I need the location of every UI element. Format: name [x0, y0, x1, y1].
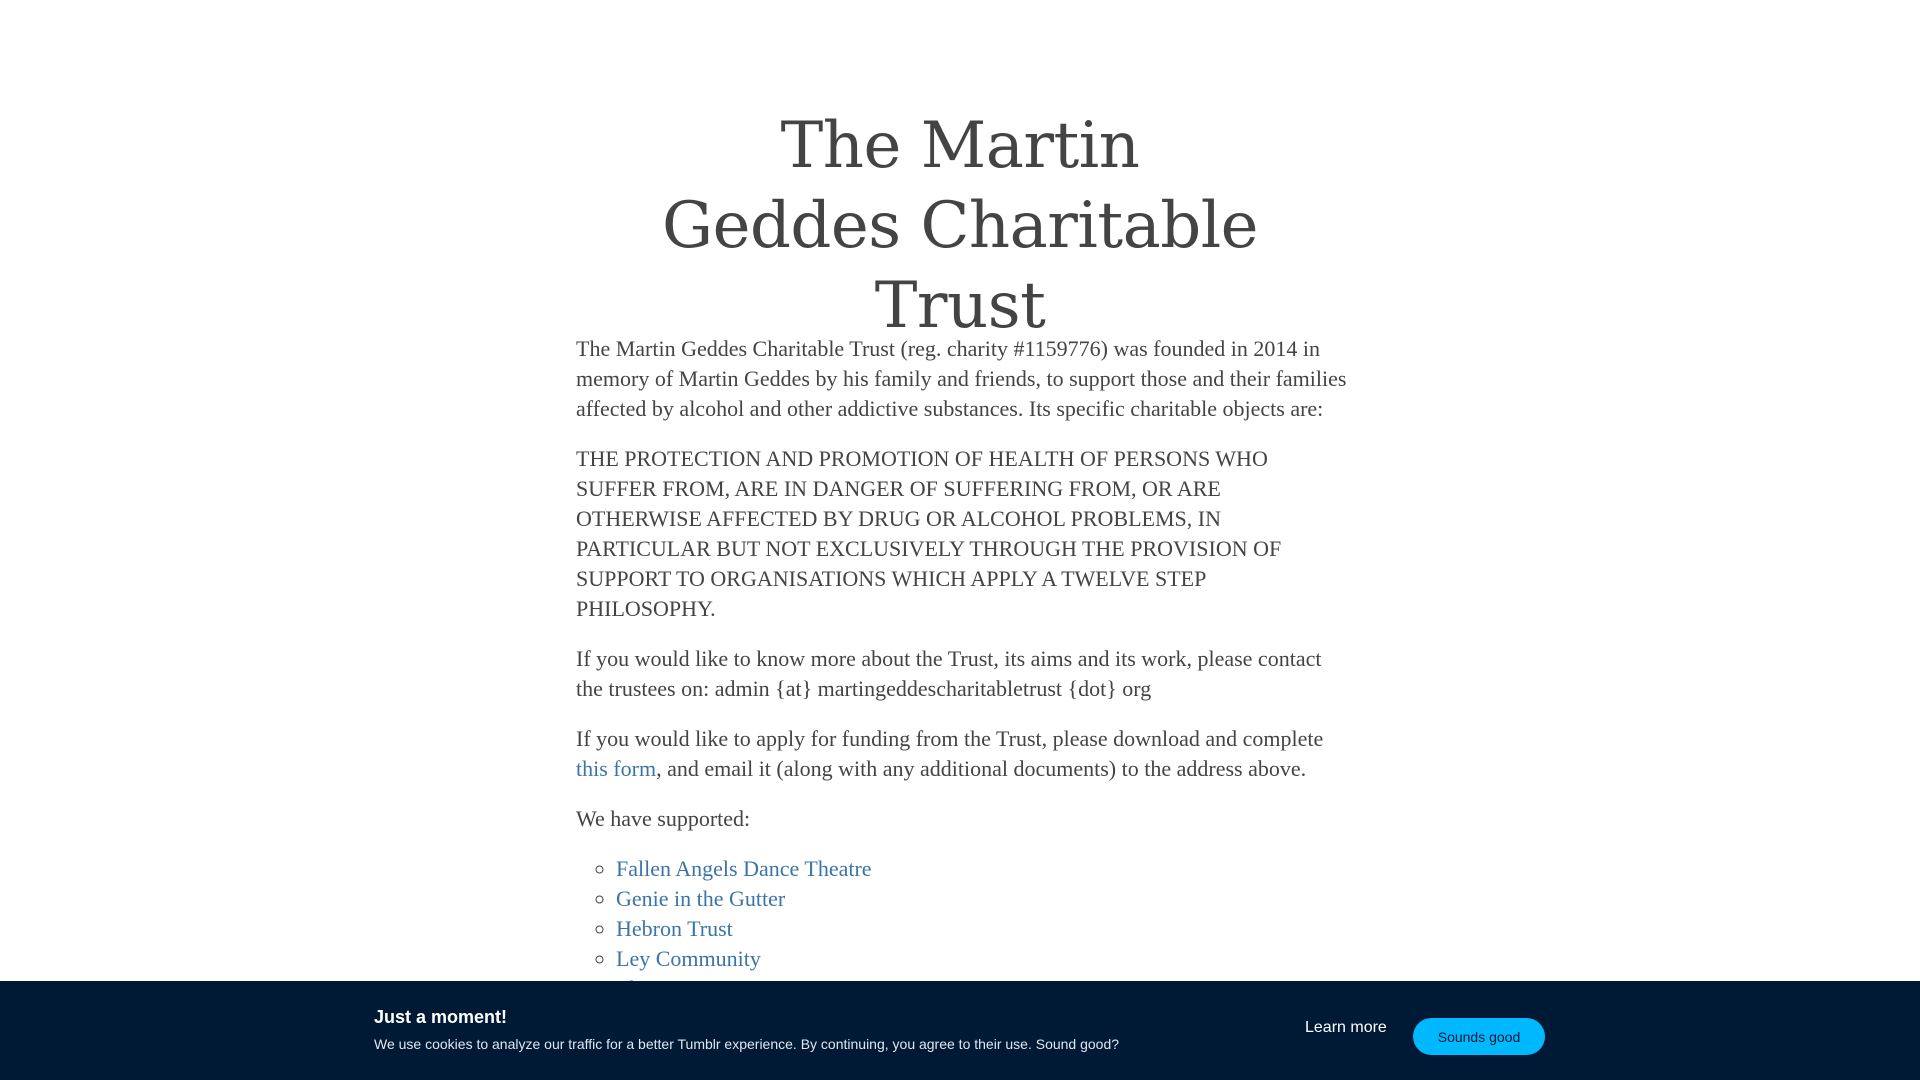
sounds-good-button[interactable]: Sounds good — [1413, 1018, 1545, 1055]
intro-paragraph: The Martin Geddes Charitable Trust (reg. charity #1159776) was founded in 2014 in memory of Martin Geddes by his family and friends, to support those and their families affected by alcohol and other addictive substances. Its specific charitable objects are: — [576, 336, 1347, 421]
supported-link-fallen-angels[interactable]: Fallen Angels Dance Theatre — [616, 856, 872, 881]
funding-text-after: , and email it (along with any additional documents) to the address above. — [656, 756, 1307, 781]
list-item — [616, 854, 1348, 884]
supported-link-ley-community[interactable]: Ley Community — [616, 946, 761, 971]
funding-paragraph — [576, 724, 1348, 784]
funding-text-before: If you would like to apply for funding from the Trust, please download and complete — [576, 726, 1324, 751]
supported-link-hebron-trust[interactable]: Hebron Trust — [616, 916, 733, 941]
supported-heading: We have supported: — [576, 806, 751, 831]
cookie-banner-text: We use cookies to analyze our traffic for a better Tumblr experience. By continuing, you agree to their use. Sound good? — [374, 1036, 1120, 1052]
list-item — [616, 914, 1348, 944]
charitable-objects-paragraph: THE PROTECTION AND PROMOTION OF HEALTH OF PERSONS WHO SUFFER FROM, ARE IN DANGER OF SUFFERING FROM, OR ARE OTHERWISE AFFECTED BY DRUG OR ALCOHOL PROBLEMS, IN PARTICULAR BUT NOT EXCLUSIVELY THROUGH THE PROVISION OF SUPPORT TO ORGANISATIONS WHICH APPLY A TWELVE STEP PHILOSOPHY. — [576, 446, 1282, 621]
list-item — [616, 884, 1348, 914]
cookie-banner — [0, 981, 1920, 1080]
list-item — [616, 944, 1348, 974]
funding-form-link[interactable]: this form — [576, 756, 657, 781]
supported-link-genie-in-the-gutter[interactable]: Genie in the Gutter — [616, 886, 786, 911]
cookie-banner-heading: Just a moment! — [374, 1007, 508, 1027]
contact-paragraph: If you would like to know more about the Trust, its aims and its work, please contact the trustees on: admin {at} martingeddescharitabletrust {dot} org — [576, 646, 1322, 701]
page-title: The Martin Geddes Charitable Trust — [661, 109, 1259, 343]
learn-more-link[interactable]: Learn more — [1305, 1019, 1387, 1036]
main-content — [576, 334, 1348, 1004]
